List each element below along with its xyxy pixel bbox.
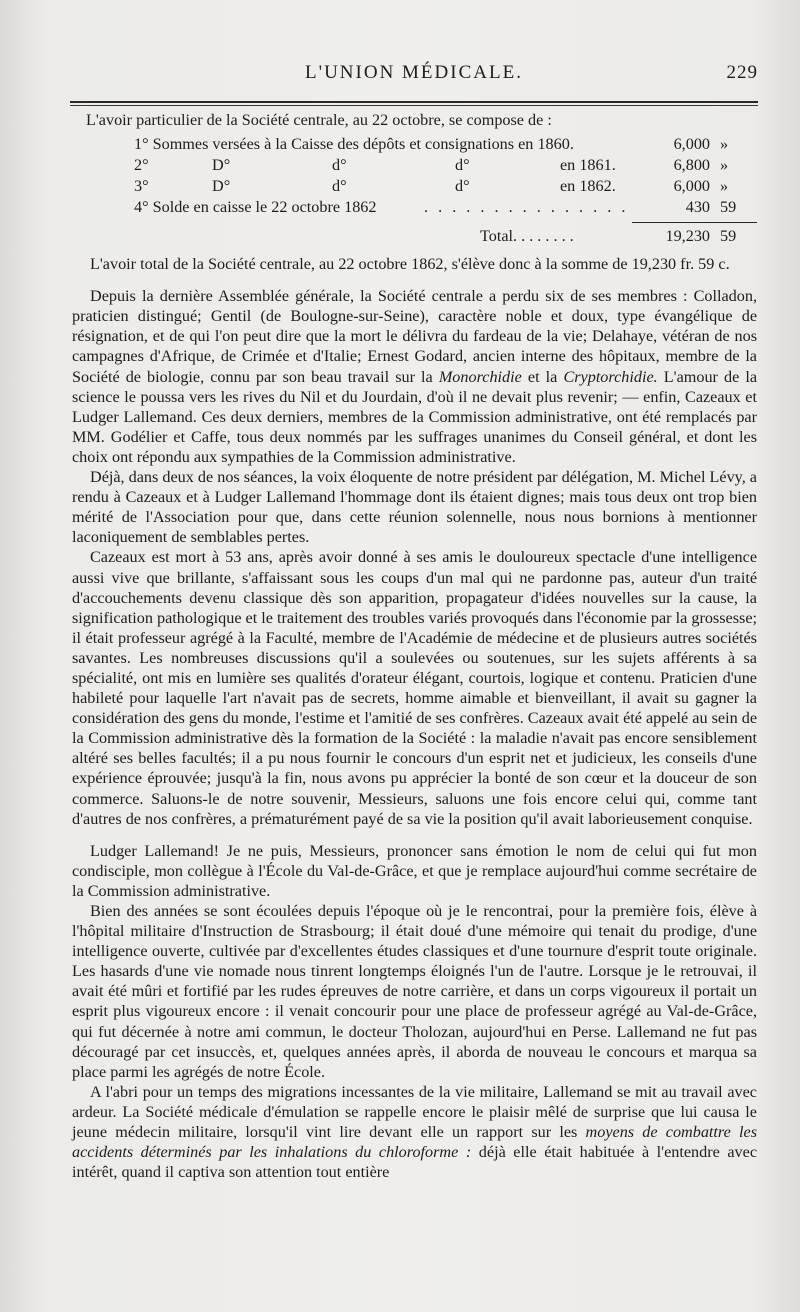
paragraph: Cazeaux est mort à 53 ans, après avoir donné à ses amis le douloureux spectacle d'une intelligence aussi vive que brillante, s'affaissant sous les coups d'un mal qui ne pardonne pas, auteur d'un traité d'accouchements devenu classique dès son apparition, propagateur d'idées nouvelles sur la cause, la signification pathologique et le traitement des troubles variés provoqués dans l'économie par la grossesse; il était professeur agrégé à la Faculté, membre de l'Académie de médecine et de plusieurs autres sociétés savantes. Les nombreuses discussions qu'il a soulevées ou soutenues, sur les sujets afférents à sa spécialité, ont mis en lumière ses qualités d'orateur élégant, courtois, logique et contenu. Praticien d'une habileté pour laquelle l'art n'avait pas de secrets, homme aimable et bienveillant, il avait su gagner la considération des gens du monde, l'estime et l'amitié de ses confrères. Cazeaux avait été appelé au sein de la Commission administrative dès la formation de la Société : la maladie n'avait pas encore sensiblement altéré ses belles facultés; il a pu nous fournir le concours d'un esprit net et judicieux, les conseils d'une expérience éprouvée; jusqu'à la fin, nous avons pu apprécier la bonté de son cœur et la douceur de son commerce. Saluons-le de notre souvenir, Messieurs, saluons une fois encore celui qui, comme tant d'autres de nos confrères, a prématurément payé de sa vie la position qu'il avait laborieusement conquise. bbox=[72, 548, 758, 828]
ledger-ditto: d° bbox=[455, 177, 470, 196]
journal-title: L'UNION MÉDICALE. bbox=[305, 62, 523, 83]
ledger-amount: 430 bbox=[685, 198, 710, 217]
total-rule bbox=[72, 218, 757, 226]
ledger-amount: 6,000 bbox=[673, 177, 710, 196]
ledger-year: en 1861. bbox=[560, 156, 616, 175]
paragraph-text: A l'abri pour un temps des migrations incessantes de la vie militaire, Lallemand se mit au travail avec ardeur. La Société médicale d'émulation se rappelle encore le plaisir mêlé de surprise que lui causa le jeune médecin militaire, lorsqu'il vint lire devant elle un rapport sur les bbox=[72, 1082, 757, 1142]
italic-title: Cryptorchidie. bbox=[563, 367, 658, 386]
ledger-total-row bbox=[72, 226, 757, 248]
paragraph: L'avoir total de la Société centrale, au 22 octobre 1862, s'élève donc à la somme de 19,230 fr. 59 c. bbox=[90, 255, 730, 274]
ledger-ditto: d° bbox=[332, 156, 347, 175]
ledger-table bbox=[72, 134, 757, 248]
ledger-amount: 6,800 bbox=[673, 156, 710, 175]
ledger-cents: » bbox=[720, 135, 729, 154]
paragraph bbox=[72, 1082, 757, 1182]
ledger-ditto: d° bbox=[455, 156, 470, 175]
ledger-label: 2° bbox=[134, 156, 149, 175]
ledger-label: 3° bbox=[134, 177, 149, 196]
ledger-leader-dots: . . . . . . . . . . . . . . . bbox=[424, 198, 629, 217]
header-rule bbox=[70, 101, 758, 105]
ledger-ditto: D° bbox=[212, 177, 231, 196]
ledger-cents: 59 bbox=[720, 198, 737, 217]
paragraph: Bien des années se sont écoulées depuis l'époque où je le rencontrai, pour la première fois, élève à l'hôpital militaire d'Instruction de Strasbourg; il était doué d'une mémoire qui tenait du prodige, d'une intelligence ouverte, cultivée par d'excellentes études classiques et d'une tournure d'esprit toute originale. Les hasards d'une vie nomade nous tinrent longtemps éloignés l'un de l'autre. Lorsque je le retrouvai, il avait été mûri et fortifié par les rudes épreuves de notre carrière, et dans un corps vigoureux il portait un esprit plus vigoureux encore : il venait concourir pour une place de professeur agrégé au Val-de-Grâce, qui fut décernée à notre ami commun, le docteur Tholozan, aujourd'hui en Perse. Lallemand ne fut pas découragé par cet insuccès, et, quelques années après, il aborda de nouveau le concours et marqua sa place parmi les agrégés de notre École. bbox=[72, 902, 757, 1081]
ledger-amount: 6,000 bbox=[673, 135, 710, 154]
ledger-label: 4° Solde en caisse le 22 octobre 1862 bbox=[134, 198, 377, 217]
italic-title: Monorchidie bbox=[438, 367, 522, 386]
italic-title: moyens de combattre les accidents déterminés par les inhalations du chloroforme : bbox=[72, 1123, 757, 1162]
paragraph-text: et la bbox=[527, 367, 558, 386]
paragraph: Déjà, dans deux de nos séances, la voix éloquente de notre président par délégation, M. Michel Lévy, a rendu à Cazeaux et à Ludger Lallemand l'hommage dont ils étaient dignes; mais tous deux ont trop bien mérité de l'Association pour que, dans cette réunion solennelle, nous nous bornions à mentionner laconiquement de semblables pertes. bbox=[72, 468, 757, 547]
ledger-cents: » bbox=[720, 156, 729, 175]
ledger-intro: L'avoir particulier de la Société centrale, au 22 octobre, se compose de : bbox=[86, 111, 552, 129]
paragraph-text: déjà elle était habituée à l'entendre avec intérêt, quand il captiva son attention tout entière bbox=[72, 1143, 758, 1182]
total-label: Total. . . . . . . . bbox=[480, 227, 574, 246]
paragraph: Ludger Lallemand! Je ne puis, Messieurs, prononcer sans émotion le nom de celui qui fut mon condisciple, mon collègue à l'École du Val-de-Grâce, et que je remplace aujourd'hui comme secrétaire de la Commission administrative. bbox=[72, 841, 757, 900]
article-body bbox=[72, 110, 757, 1182]
total-cents: 59 bbox=[720, 227, 737, 246]
page-number: 229 bbox=[726, 62, 758, 83]
ledger-ditto: D° bbox=[212, 156, 231, 175]
ledger-label: 1° Sommes versées à la Caisse des dépôts et consignations en 1860. bbox=[134, 135, 574, 154]
ledger-row bbox=[72, 134, 757, 155]
ledger-row bbox=[72, 197, 757, 218]
running-header bbox=[70, 62, 758, 88]
paragraph-text: Depuis la dernière Assemblée générale, la Société centrale a perdu six de ses membres : Colladon, praticien distingué; Gentil (de Boulogne-sur-Seine), caractère noble et doux, type évangélique de résignation, et de qui l'on peut dire que la mort le délivra du fardeau de la vie; Delahaye, vétéran de nos campagnes d'Afrique, de Crimée et d'Italie; Ernest Godard, ancien interne des hôpitaux, membre de la Société de biologie, connu par son beau travail sur la bbox=[72, 287, 757, 386]
ledger-row bbox=[72, 176, 757, 197]
ledger-year: en 1862. bbox=[560, 177, 616, 196]
paragraph-text: L'amour de la science le poussa vers les rives du Nil et du Jourdain, d'où il ne devait plus revenir; — enfin, Cazeaux et Ludger Lallemand. Ces deux derniers, membres de la Commission administrative, ont été remplacés par MM. Godélier et Caffe, tous deux nommés par les suffrages unanimes du Conseil général, et dont les choix ont répondu aux sympathies de la Commission administrative. bbox=[72, 367, 758, 466]
ledger-cents: » bbox=[720, 177, 729, 196]
total-amount: 19,230 bbox=[665, 227, 710, 246]
ledger-ditto: d° bbox=[332, 177, 347, 196]
paragraph bbox=[72, 286, 757, 467]
ledger-row bbox=[72, 155, 757, 176]
